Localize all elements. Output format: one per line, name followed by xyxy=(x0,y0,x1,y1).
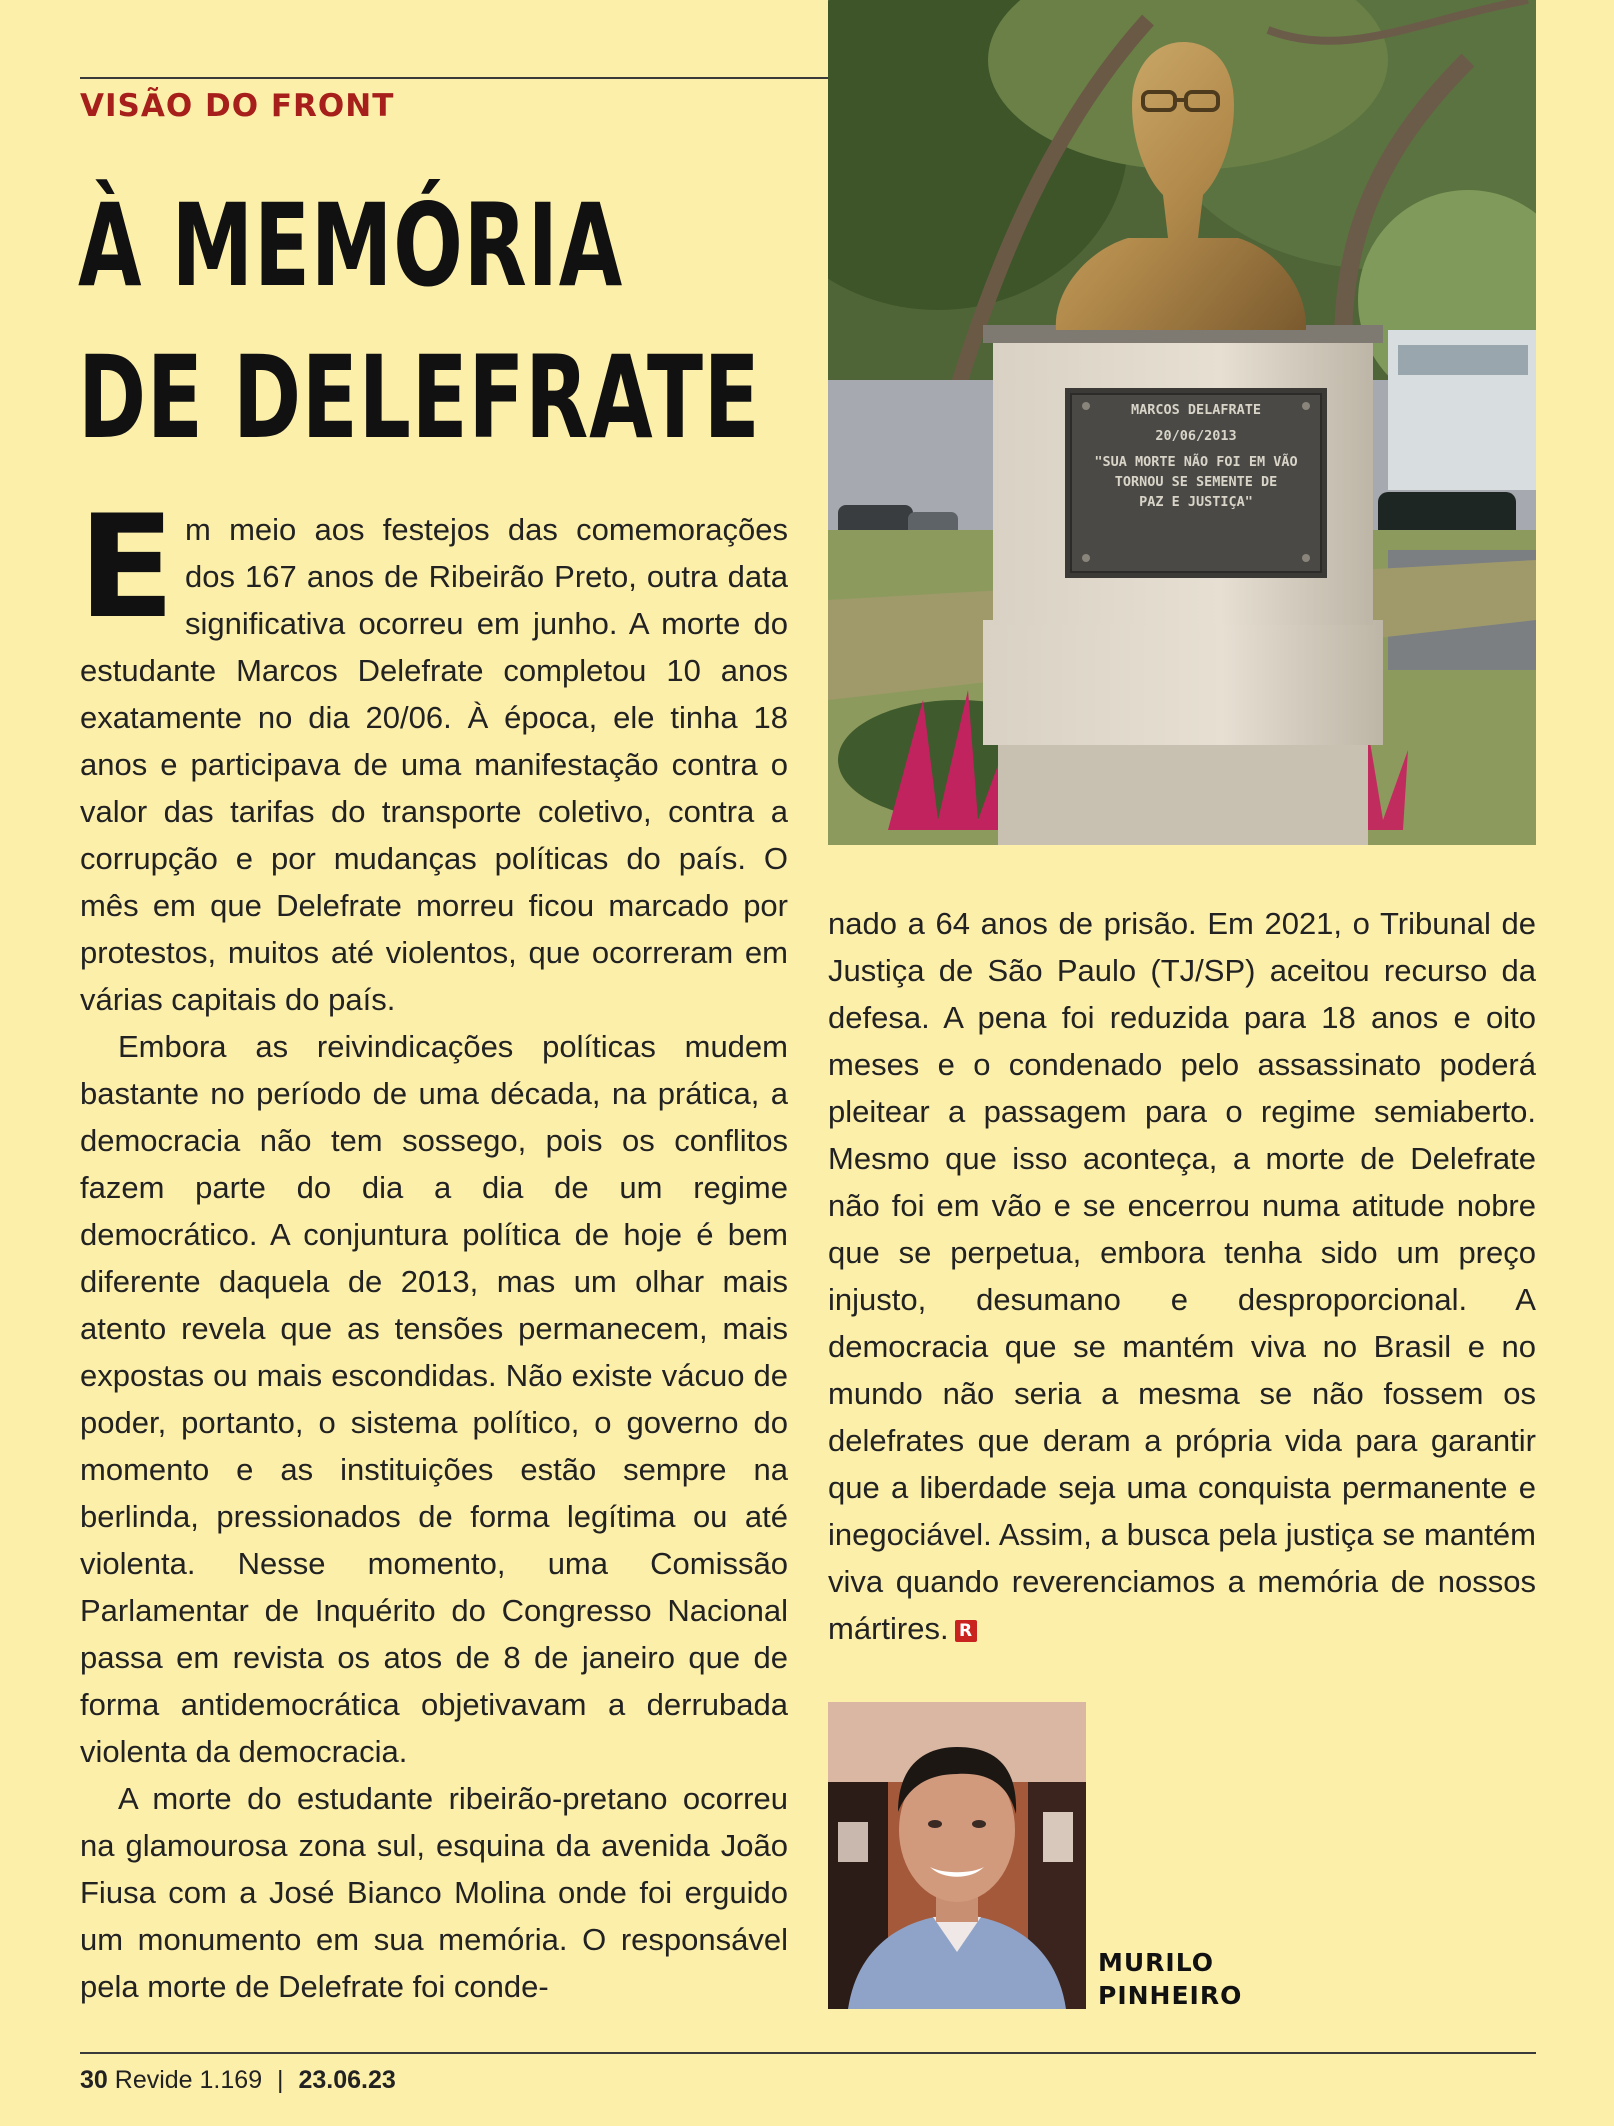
section-label: VISÃO DO FRONT xyxy=(80,88,395,124)
author-first-name: MURILO xyxy=(1098,1948,1215,1977)
headline-line-1: À MEMÓRIA xyxy=(78,179,624,312)
footer-separator: | xyxy=(277,2066,284,2094)
plaque-line-4: TORNOU SE SEMENTE DE xyxy=(1114,474,1278,490)
magazine-issue: Revide 1.169 xyxy=(114,2066,263,2094)
author-last-name: PINHEIRO xyxy=(1098,1981,1243,2010)
footer xyxy=(80,2066,396,2095)
article-column-left xyxy=(78,485,788,2010)
paragraph-2: Embora as reivindicações políticas mudem bastante no período de uma década, na prática, a democracia não tem sossego, pois os conflitos fazem parte do dia a dia de um regime democrático. A conjuntura política de hoje é bem diferente daquela de 2013, mas um olhar mais atento revela que as tensões permanecem, mais expostas ou mais escondidas. Não existe vácuo de poder, portanto, o sistema político, o governo do momento e as instituições estão sempre na berlinda, pressionados de forma legítima ou até violenta. Nesse momento, uma Comissão Parlamentar de Inquérito do Congresso Nacional passa em revista os atos de 8 de janeiro que de forma antidemocrática objetivavam a derrubada violenta da democracia. xyxy=(80,1029,788,1769)
author-photo xyxy=(828,1702,1086,2009)
paragraph-1-text: m meio aos festejos das comemorações dos 167 anos de Ribeirão Preto, outra data significativa ocorreu em junho. A morte do estudante Marcos Delefrate completou 10 anos exatamente no dia 20/06. À época, ele tinha 18 anos e participava de uma manifestação contra o valor das tarifas do transporte coletivo, contra a corrupção e por mudanças políticas do país. O mês em que Delefrate morreu ficou marcado por protestos, muitos até violentos, que ocorreram em várias capitais do país. xyxy=(80,512,788,1017)
plaque-line-3: "SUA MORTE NÃO FOI EM VÃO xyxy=(1094,454,1298,470)
headline-line-2: DE DELEFRATE xyxy=(78,331,761,464)
end-mark-icon: R xyxy=(955,1620,977,1642)
paragraph-3: A morte do estudante ribeirão-pretano ocorreu na glamourosa zona sul, esquina da avenida João Fiusa com a José Bianco Molina onde foi erguido um monumento em sua memória. O responsável pela morte de Delefrate foi conde- xyxy=(80,1781,788,2004)
drop-cap: E xyxy=(78,485,176,650)
plaque-line-1: MARCOS DELAFRATE xyxy=(1130,402,1262,418)
top-rule xyxy=(80,77,828,79)
article-column-right xyxy=(828,900,1536,1652)
bottom-rule xyxy=(80,2052,1536,2054)
headline xyxy=(78,170,760,474)
plaque-line-2: 20/06/2013 xyxy=(1155,428,1237,444)
issue-date: 23.06.23 xyxy=(298,2066,396,2094)
monument-photo xyxy=(828,0,1536,845)
paragraph-4-text: nado a 64 anos de prisão. Em 2021, o Tribunal de Justiça de São Paulo (TJ/SP) aceitou recurso da defesa. A pena foi reduzida para 18 anos e oito meses e o condenado pelo assassinato poderá pleitear a passagem para o regime semiaberto. Mesmo que isso aconteça, a morte de Delefrate não foi em vão e se encerrou numa atitude nobre que se perpetua, embora tenha sido um preço injusto, desumano e desproporcional. A democracia que se mantém viva no Brasil e no mundo não seria a mesma se não fossem os delefrates que deram a própria vida para garantir que a liberdade seja uma conquista permanente e inegociável. Assim, a busca pela justiça se mantém viva quando reverenciamos a memória de nossos mártires. xyxy=(828,906,1536,1646)
plaque-line-5: PAZ E JUSTIÇA" xyxy=(1139,494,1253,510)
paragraph-1 xyxy=(78,485,788,1023)
page-number: 30 xyxy=(80,2066,108,2094)
paragraph-4 xyxy=(828,900,1536,1652)
author-name xyxy=(1098,1946,1242,2012)
